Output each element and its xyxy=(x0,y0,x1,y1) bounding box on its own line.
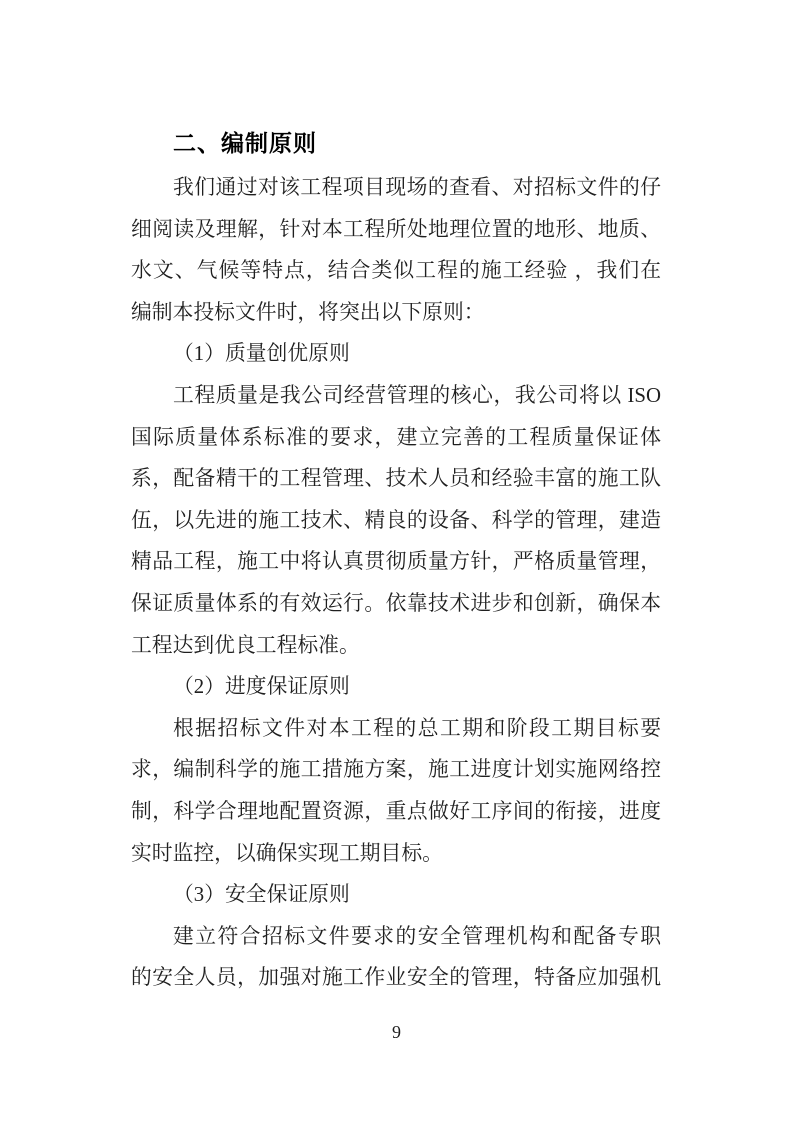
text-line: 系，配备精干的工程管理、技术人员和经验丰富的施工队 xyxy=(131,467,661,491)
text-line: 工程质量是我公司经营管理的核心，我公司将以 ISO xyxy=(173,383,661,407)
sub-heading-3 xyxy=(131,874,661,916)
paragraph-quality xyxy=(131,375,661,666)
text-line: 我们通过对该工程项目现场的查看、对招标文件的仔 xyxy=(173,176,661,199)
text-line: 精品工程，施工中将认真贯彻质量方针，严格质量管理， xyxy=(131,550,661,574)
text-line: 实时监控，以确保实现工期目标。 xyxy=(131,841,443,865)
text-line: 制，科学合理地配置资源，重点做好工序间的衔接，进度 xyxy=(131,799,661,823)
sub-heading-2 xyxy=(131,666,661,708)
page-number: 9 xyxy=(392,1022,401,1042)
text-line: 伍，以先进的施工技术、精良的设备、科学的管理，建造 xyxy=(131,508,661,532)
text-line: 细阅读及理解，针对本工程所处地理位置的地形、地质、 xyxy=(131,217,661,241)
text-line: 建立符合招标文件要求的安全管理机构和配备专职 xyxy=(173,924,661,948)
text-line: 编制本投标文件时，将突出以下原则： xyxy=(131,300,485,324)
section-heading: 二、编制原则 xyxy=(173,130,317,156)
text-line: 求，编制科学的施工措施方案，施工进度计划实施网络控 xyxy=(131,758,661,782)
document-body xyxy=(131,122,661,999)
text-line: 国际质量体系标准的要求，建立完善的工程质量保证体 xyxy=(131,425,661,449)
paragraph-intro xyxy=(131,167,661,333)
text-line: 根据招标文件对本工程的总工期和阶段工期目标要 xyxy=(173,716,661,740)
sub-heading-line: （2）进度保证原则 xyxy=(173,675,350,699)
paragraph-schedule xyxy=(131,708,661,874)
text-line: 保证质量体系的有效运行。依靠技术进步和创新，确保本 xyxy=(131,591,661,615)
text-line: 的安全人员，加强对施工作业安全的管理，特备应加强机 xyxy=(131,966,661,990)
sub-heading-line: （1）质量创优原则 xyxy=(173,342,350,366)
paragraph-safety xyxy=(131,916,661,999)
text-line: 工程达到优良工程标准。 xyxy=(131,633,360,657)
text-line: 水文、气候等特点，结合类似工程的施工经验 ，我们在 xyxy=(131,259,661,283)
sub-heading-1 xyxy=(131,333,661,375)
sub-heading-line: （3）安全保证原则 xyxy=(173,883,350,907)
